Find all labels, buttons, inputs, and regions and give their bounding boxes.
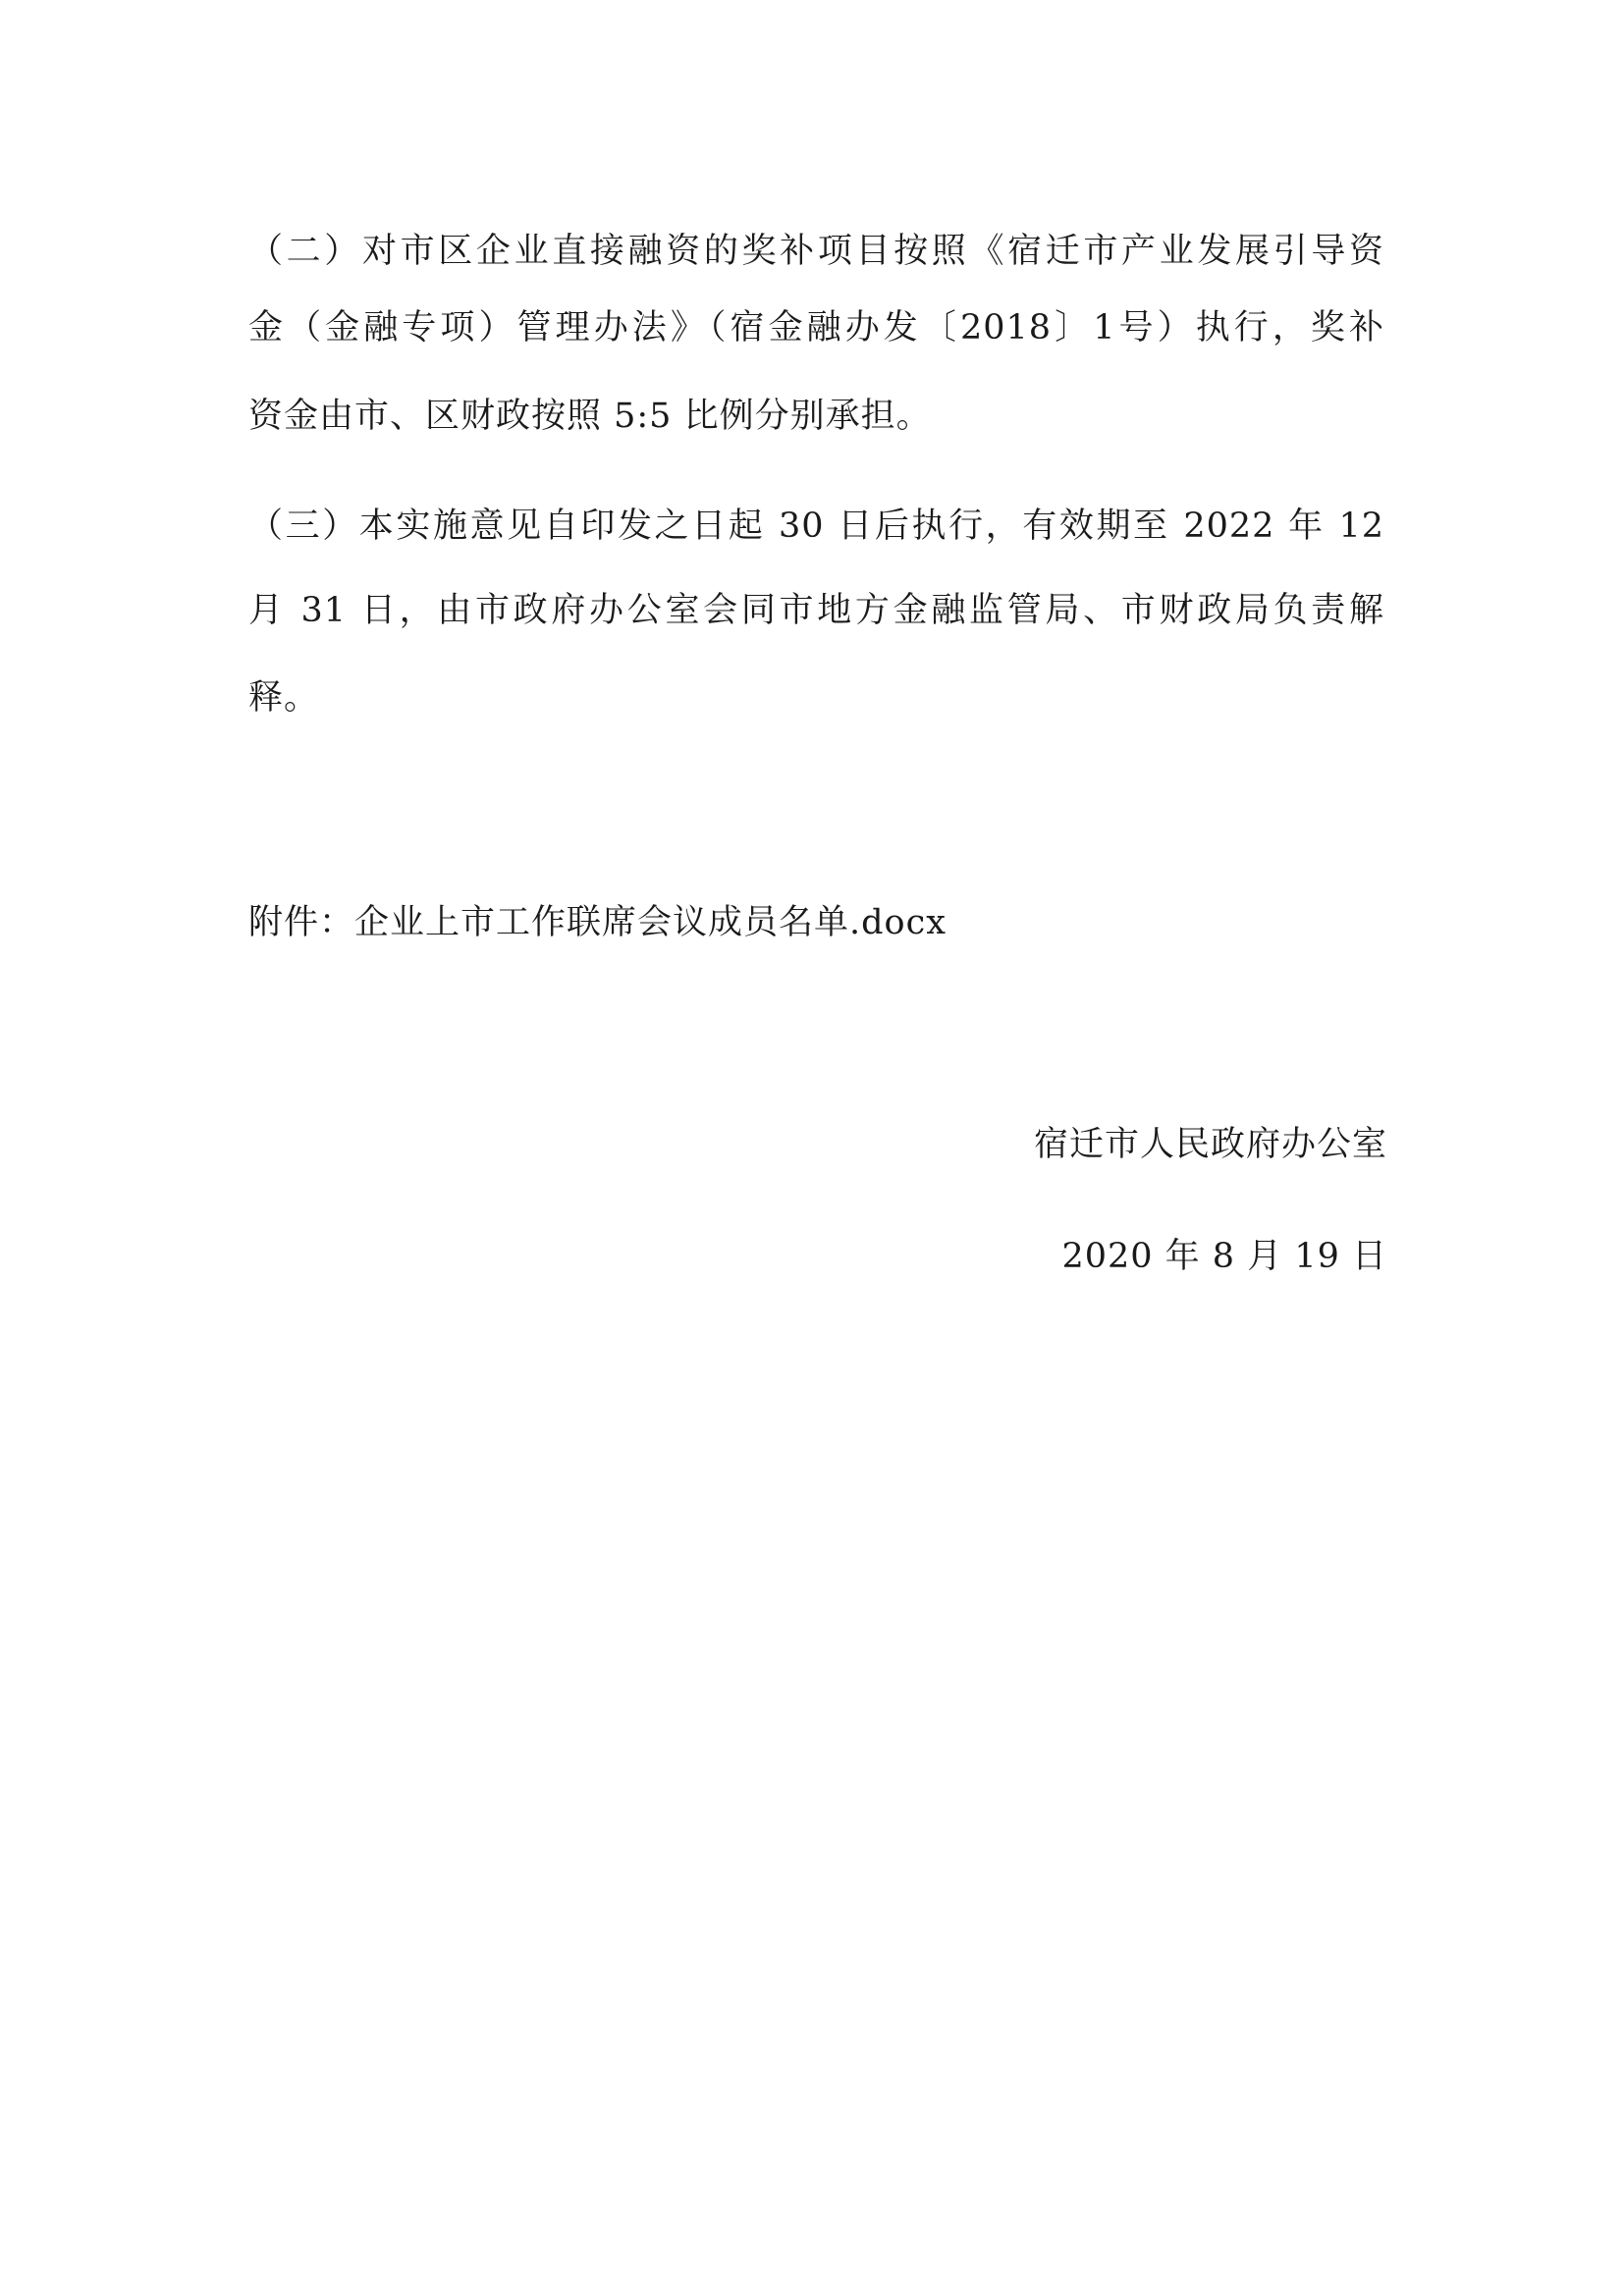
paragraph-line: 金（金融专项）管理办法》（宿金融办发〔2018〕1号）执行，奖补	[248, 308, 1384, 347]
paragraph-line: 释。	[248, 678, 320, 718]
paragraph-line: 资金由市、区财政按照 5:5 比例分别承担。	[248, 397, 932, 436]
paragraph-line: 月 31 日，由市政府办公室会同市地方金融监管局、市财政局负责解	[248, 591, 1384, 630]
paragraph-line: （二）对市区企业直接融资的奖补项目按照《宿迁市产业发展引导资	[248, 232, 1384, 271]
paragraph-line: （三）本实施意见自印发之日起 30 日后执行，有效期至 2022 年 12	[248, 507, 1384, 546]
attachment-line: 附件：企业上市工作联席会议成员名单.docx	[248, 903, 947, 942]
issuer-name: 宿迁市人民政府办公室	[1033, 1125, 1387, 1164]
issue-date: 2020 年 8 月 19 日	[1061, 1237, 1387, 1276]
